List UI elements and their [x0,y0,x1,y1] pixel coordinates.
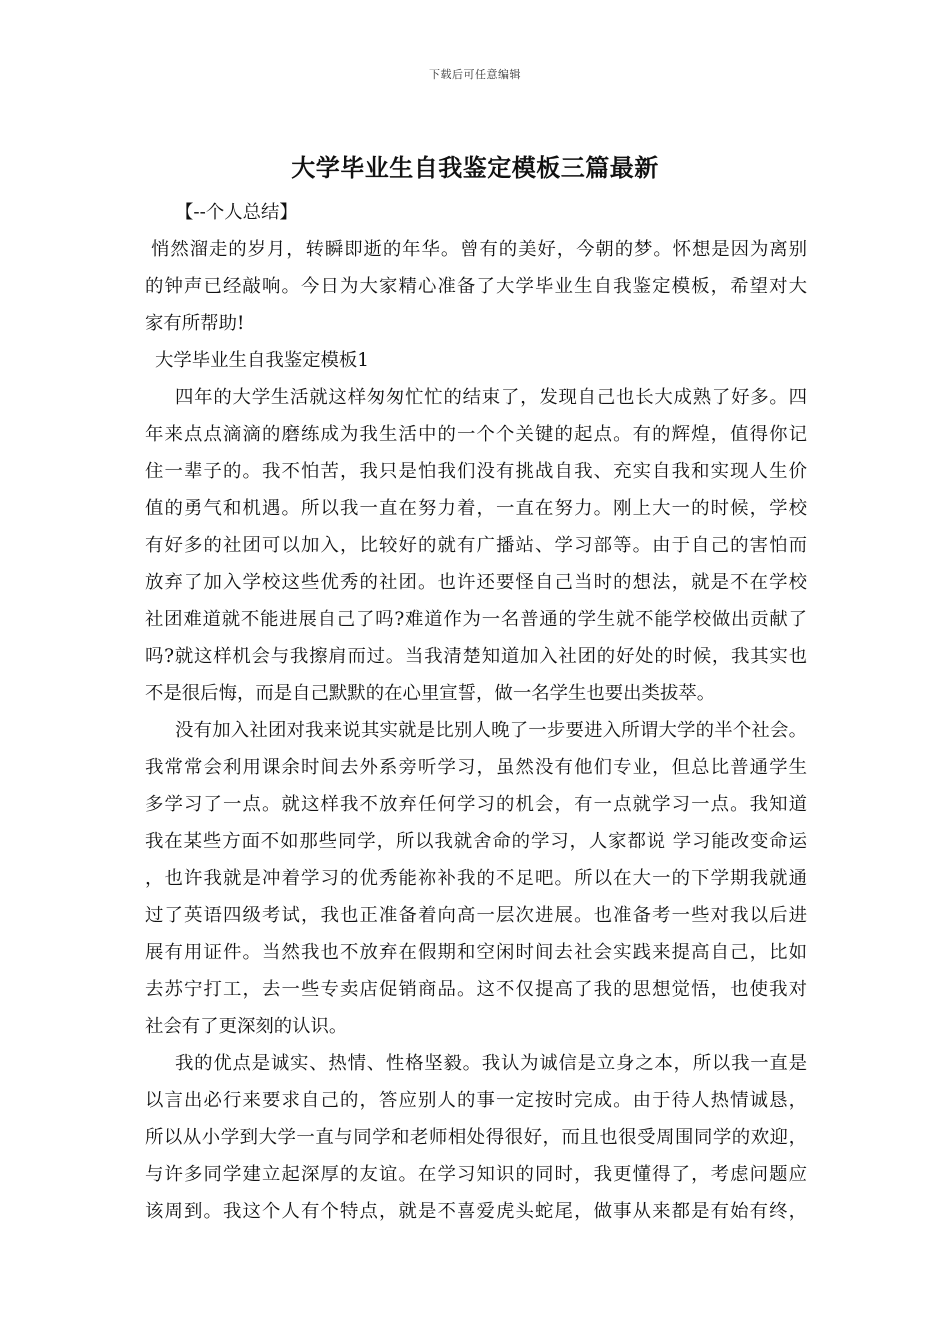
paragraph-line: 我常常会利用课余时间去外系旁听学习，虽然没有他们专业，但总比普通学生 [145,757,807,778]
paragraph-line: 以言出必行来要求自己的，答应别人的事一定按时完成。由于待人热情诚恳， [145,1090,807,1111]
intro-line: 家有所帮助! [145,313,245,334]
paragraph-line: 没有加入社团对我来说其实就是比别人晚了一步要进入所谓大学的半个社会。 [175,720,807,741]
section-label: 【--个人总结】 [175,202,298,223]
paragraph-line: 多学习了一点。就这样我不放弃任何学习的机会，有一点就学习一点。我知道 [145,794,807,815]
paragraph-line: 放弃了加入学校这些优秀的社团。也许还要怪自己当时的想法，就是不在学校 [145,572,807,593]
document-title: 大学毕业生自我鉴定模板三篇最新 [291,153,659,182]
subheading: 大学毕业生自我鉴定模板1 [155,350,369,371]
paragraph-line: 社团难道就不能进展自己了吗?难道作为一名普通的学生就不能学校做出贡献了 [145,609,807,630]
paragraph-line: 住一辈子的。我不怕苦，我只是怕我们没有挑战自我、充实自我和实现人生价 [145,461,807,482]
intro-line: 的钟声已经敲响。今日为大家精心准备了大学毕业生自我鉴定模板，希望对大 [145,276,807,297]
paragraph-line: 我在某些方面不如那些同学，所以我就舍命的学习，人家都说 学习能改变命运 [145,831,807,852]
paragraph-line: 四年的大学生活就这样匆匆忙忙的结束了，发现自己也长大成熟了好多。四 [175,387,807,408]
paragraph-line: 社会有了更深刻的认识。 [145,1016,348,1037]
paragraph-line: 值的勇气和机遇。所以我一直在努力着，一直在努力。刚上大一的时候，学校 [145,498,807,519]
header-note: 下载后可任意编辑 [429,68,521,81]
paragraph-line: 有好多的社团可以加入，比较好的就有广播站、学习部等。由于自己的害怕而 [145,535,807,556]
paragraph-line: 所以从小学到大学一直与同学和老师相处得很好，而且也很受周围同学的欢迎， [145,1127,807,1148]
paragraph-line: 去苏宁打工，去一些专卖店促销商品。这不仅提高了我的思想觉悟，也使我对 [145,979,807,1000]
paragraph-line: 吗?就这样机会与我擦肩而过。当我清楚知道加入社团的好处的时候，我其实也 [145,646,807,667]
paragraph-line: ，也许我就是冲着学习的优秀能祢补我的不足吧。所以在大一的下学期我就通 [145,868,807,889]
paragraph-line: 我的优点是诚实、热情、性格坚毅。我认为诚信是立身之本，所以我一直是 [175,1053,807,1074]
paragraph-line: 年来点点滴滴的磨练成为我生活中的一个个关键的起点。有的辉煌，值得你记 [145,424,807,445]
paragraph-line: 该周到。我这个人有个特点，就是不喜爱虎头蛇尾，做事从来都是有始有终， [145,1201,807,1222]
document-body [145,194,807,1230]
paragraph-line: 不是很后悔，而是自己默默的在心里宣誓，做一名学生也要出类拔萃。 [145,683,716,704]
paragraph-line: 与许多同学建立起深厚的友谊。在学习知识的同时，我更懂得了，考虑问题应 [145,1164,807,1185]
paragraph-line: 过了英语四级考试，我也正准备着向高一层次进展。也准备考一些对我以后进 [145,905,807,926]
paragraph-line: 展有用证件。当然我也不放弃在假期和空闲时间去社会实践来提高自己，比如 [145,942,807,963]
intro-line: 悄然溜走的岁月，转瞬即逝的年华。曾有的美好，今朝的梦。怀想是因为离别 [151,239,807,260]
